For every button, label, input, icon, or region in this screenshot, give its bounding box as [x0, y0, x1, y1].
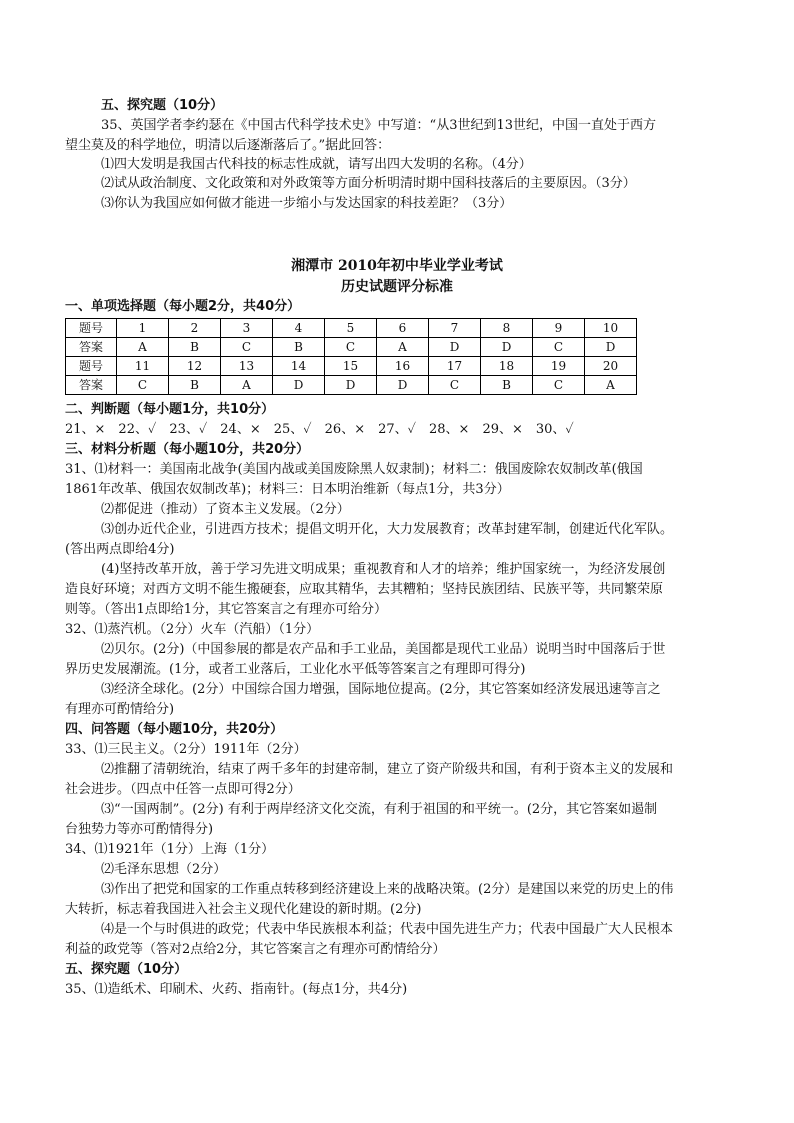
table-cell: 2 [169, 319, 221, 338]
table-cell: 6 [377, 319, 429, 338]
table-cell: 15 [325, 357, 377, 376]
answer-line: 台独势力等亦可酌情得分) [65, 822, 214, 837]
section-heading: 三、材料分析题（每小题10分，共20分） [65, 442, 310, 457]
table-cell: C [429, 376, 481, 395]
table-cell: D [273, 376, 325, 395]
answer-line: ⑶作出了把党和国家的工作重点转移到经济建设上来的战略决策。(2分）是建国以来党的历史上的伟 [101, 882, 674, 897]
table-cell: B [169, 338, 221, 357]
table-cell: 9 [533, 319, 585, 338]
answer-line: 34、⑴1921年（1分）上海（1分） [65, 842, 275, 857]
table-cell: 题号 [66, 319, 117, 338]
table-row [66, 376, 637, 395]
answer-line: 1861年改革、俄国农奴制改革)；材料三：日本明治维新（每点1分，共3分） [65, 482, 510, 497]
section-heading: 二、判断题（每小题1分，共10分） [65, 402, 275, 417]
table-cell: 16 [377, 357, 429, 376]
answer-line: 界历史发展潮流。(1分，或者工业落后，工业化水平低等答案言之有理即可得分) [65, 662, 526, 677]
exam-subtitle: 历史试题评分标准 [341, 279, 453, 295]
table-cell: 17 [429, 357, 481, 376]
answer-line: 31、⑴材料一：美国南北战争(美国内战或美国废除黑人奴隶制)；材料二：俄国废除农奴制改革(俄国 [65, 462, 643, 477]
answer-line: ⑵推翻了清朝统治，结束了两千多年的封建帝制，建立了资产阶级共和国，有利于资本主义的发展和 [101, 762, 674, 777]
table-cell: C [221, 338, 273, 357]
table-cell: A [221, 376, 273, 395]
table-cell: 8 [481, 319, 533, 338]
answer-line: ⑶创办近代企业，引进西方技术；提倡文明开化，大力发展教育；改革封建军制，创建近代化军队。 [101, 522, 674, 537]
question-subitem: ⑶你认为我国应如何做才能进一步缩小与发达国家的科技差距？（3分） [101, 196, 513, 211]
answer-line: 有理亦可酌情给分) [65, 702, 175, 717]
table-cell: 7 [429, 319, 481, 338]
section-heading: 五、探究题（10分） [65, 962, 188, 977]
answer-line: 造良好环境；对西方文明不能生搬硬套，应取其精华，去其糟粕；坚持民族团结、民族平等，共同繁荣原 [65, 582, 664, 597]
table-row [66, 319, 637, 338]
table-cell: 4 [273, 319, 325, 338]
table-cell: A [117, 338, 169, 357]
table-cell: 10 [585, 319, 637, 338]
table-cell: B [481, 376, 533, 395]
table-cell: 1 [117, 319, 169, 338]
table-cell: D [585, 338, 637, 357]
answer-line: 则等。（答出1点即给1分，其它答案言之有理亦可给分） [65, 602, 388, 617]
question-subitem: ⑵试从政治制度、文化政策和对外政策等方面分析明清时期中国科技落后的主要原因。（3分） [101, 176, 636, 191]
table-cell: 答案 [66, 338, 117, 357]
answer-line: 33、⑴三民主义。（2分）1911年（2分） [65, 742, 307, 757]
answer-line: 32、⑴蒸汽机。（2分）火车（汽船）（1分） [65, 622, 320, 637]
question-subitem: ⑴四大发明是我国古代科技的标志性成就，请写出四大发明的名称。（4分） [101, 157, 532, 172]
table-cell: 20 [585, 357, 637, 376]
answer-line: (4)坚持改革开放，善于学习先进文明成果；重视教育和人才的培养；维护国家统一，为经济发展创 [101, 562, 666, 577]
table-cell: A [377, 338, 429, 357]
answer-line: ⑶经济全球化。(2分）中国综合国力增强，国际地位提高。(2分，其它答案如经济发展迅速等言之 [101, 682, 661, 697]
answer-line: 社会进步。（四点中任答一点即可得2分） [65, 782, 301, 797]
answer-line: ⑵都促进（推动）了资本主义发展。（2分） [101, 502, 350, 517]
table-cell: D [377, 376, 429, 395]
table-cell: 11 [117, 357, 169, 376]
table-row [66, 338, 637, 357]
table-cell: B [273, 338, 325, 357]
answer-line: ⑵毛泽东思想（2分） [101, 862, 227, 877]
table-cell: C [533, 376, 585, 395]
question-text: 望尘莫及的科学地位，明清以后逐渐落后了。”据此回答： [65, 138, 391, 153]
answer-line: 21、× 22、✓ 23、✓ 24、× 25、✓ 26、× 27、✓ 28、× 29、× 30、✓ [65, 422, 574, 437]
table-cell: 题号 [66, 357, 117, 376]
table-cell: D [429, 338, 481, 357]
table-row [66, 357, 637, 376]
section-heading: 五、探究题（10分） [101, 98, 224, 113]
section-heading: 四、问答题（每小题10分，共20分） [65, 722, 284, 737]
table-cell: C [117, 376, 169, 395]
question-text: 35、英国学者李约瑟在《中国古代科学技术史》中写道：“从3世纪到13世纪，中国一直处于西方 [101, 118, 657, 133]
table-cell: 18 [481, 357, 533, 376]
table-cell: B [169, 376, 221, 395]
table-cell: 13 [221, 357, 273, 376]
exam-title: 湘潭市 2010年初中毕业学业考试 [291, 258, 503, 274]
table-cell: 答案 [66, 376, 117, 395]
section-heading: 一、单项选择题（每小题2分，共40分） [65, 299, 301, 314]
table-cell: 3 [221, 319, 273, 338]
table-cell: D [325, 376, 377, 395]
table-cell: 5 [325, 319, 377, 338]
answer-line: 利益的政党等（答对2点给2分，其它答案言之有理亦可酌情给分） [65, 942, 446, 957]
answer-line: 35、⑴造纸术、印刷术、火药、指南针。(每点1分，共4分) [65, 982, 408, 997]
answer-line: ⑶“一国两制”。(2分) 有利于两岸经济文化交流，有利于祖国的和平统一。(2分，其它答案如遏制 [101, 802, 658, 817]
table-cell: 19 [533, 357, 585, 376]
table-cell: C [325, 338, 377, 357]
table-cell: 14 [273, 357, 325, 376]
answer-line: ⑷是一个与时俱进的政党；代表中华民族根本利益；代表中国先进生产力；代表中国最广大人民根本 [101, 922, 674, 937]
table-cell: D [481, 338, 533, 357]
answer-line: 大转折，标志着我国进入社会主义现代化建设的新时期。(2分) [65, 902, 422, 917]
table-cell: C [533, 338, 585, 357]
table-cell: 12 [169, 357, 221, 376]
table-cell: A [585, 376, 637, 395]
answer-line: ⑵贝尔。(2分)（中国参展的都是农产品和手工业品，美国都是现代工业品）说明当时中国落后于世 [101, 642, 666, 657]
answer-line: (答出两点即给4分) [65, 542, 175, 557]
answer-table [65, 318, 637, 395]
